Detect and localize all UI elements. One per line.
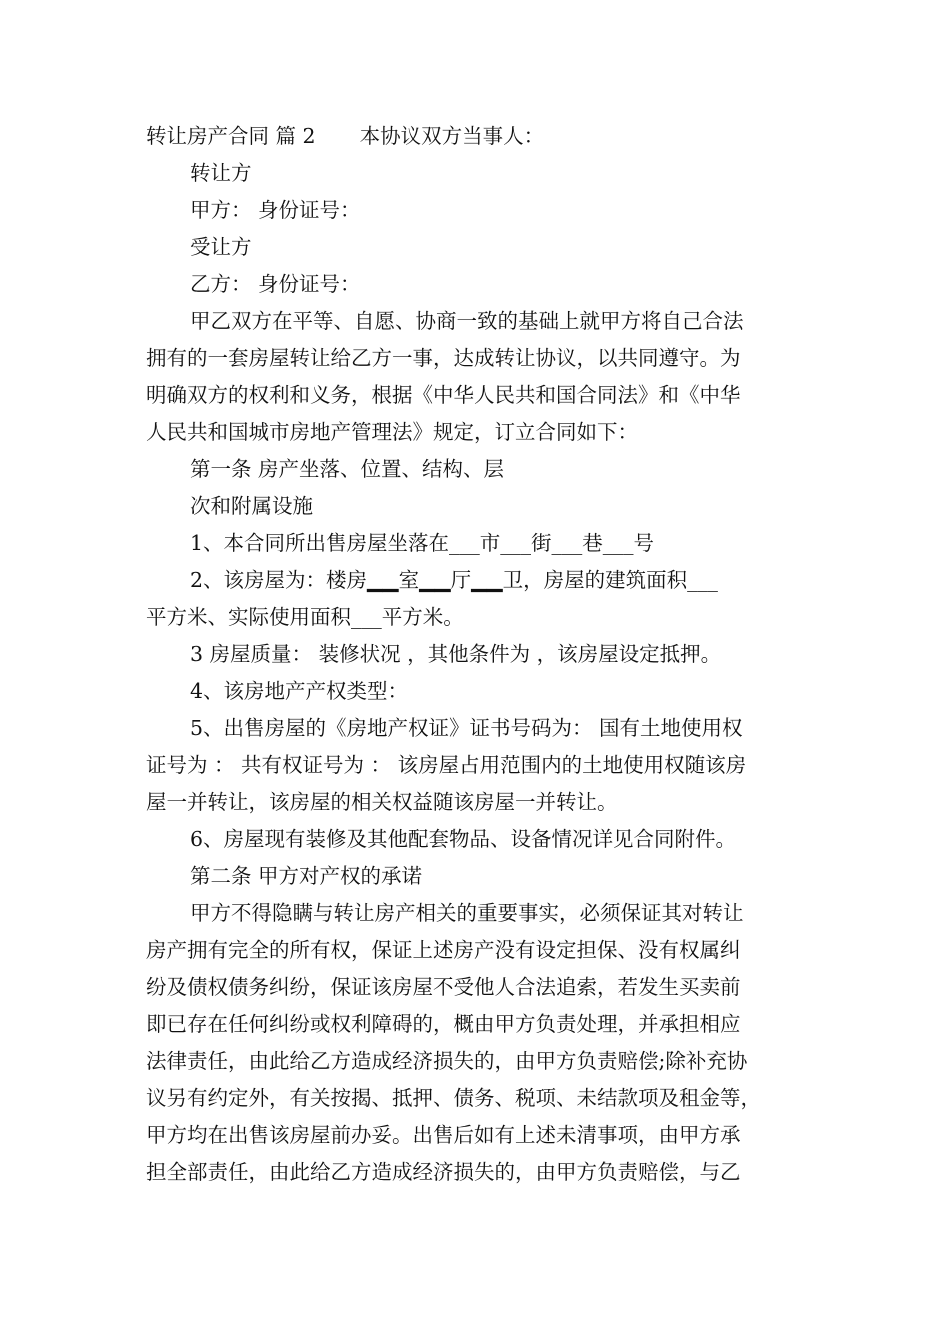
paragraph-line: 议另有约定外，有关按揭、抵押、债务、税项、未结款项及租金等，: [146, 1086, 761, 1110]
paragraph-line: 房产拥有完全的所有权，保证上述房产没有设定担保、没有权属纠: [146, 938, 741, 962]
paragraph-line: 甲方： 身份证号：: [190, 198, 361, 222]
paragraph-line: 纷及债权债务纠纷，保证该房屋不受他人合法追索，若发生买卖前: [146, 975, 741, 999]
paragraph-line: 屋一并转让，该房屋的相关权益随该房屋一并转让。: [146, 790, 618, 814]
paragraph-line: 甲方不得隐瞒与转让房产相关的重要事实，必须保证其对转让: [190, 901, 744, 925]
paragraph-line: 受让方: [190, 235, 252, 259]
paragraph-line: 即已存在任何纠纷或权利障碍的，概由甲方负责处理，并承担相应: [146, 1012, 741, 1036]
paragraph-line: 4、该房地产产权类型：: [190, 679, 409, 703]
paragraph-line: 人民共和国城市房地产管理法》规定，订立合同如下：: [146, 420, 638, 444]
paragraph-line: 转让方: [190, 161, 252, 185]
paragraph-line: 2、该房屋为：楼房▁▁室▁▁厅▁▁卫，房屋的建筑面积___: [190, 568, 718, 592]
paragraph-line: 5、出售房屋的《房地产权证》证书号码为： 国有土地使用权: [190, 716, 743, 740]
paragraph-line: 拥有的一套房屋转让给乙方一事，达成转让协议，以共同遵守。为: [146, 346, 741, 370]
document-title: 转让房产合同 篇 2: [146, 124, 316, 148]
document-body: [146, 118, 814, 1191]
paragraph-line: 证号为 ： 共有权证号为 ： 该房屋占用范围内的土地使用权随该房: [146, 753, 747, 777]
parties-heading: 本协议双方当事人：: [359, 124, 545, 148]
paragraph-line: 甲方均在出售该房屋前办妥。出售后如有上述未清事项，由甲方承: [146, 1123, 741, 1147]
section-heading: 第一条 房产坐落、位置、结构、层: [190, 457, 505, 481]
paragraph-line: 3 房屋质量： 装修状况 ，其他条件为 ，该房屋设定抵押。: [190, 642, 722, 666]
paragraph-line: 1、本合同所出售房屋坐落在___市___街___巷___号: [190, 531, 655, 555]
heading-line: [146, 118, 814, 155]
paragraph-line: 法律责任，由此给乙方造成经济损失的，由甲方负责赔偿;除补充协: [146, 1049, 748, 1073]
paragraph-line: 担全部责任，由此给乙方造成经济损失的，由甲方负责赔偿，与乙: [146, 1160, 741, 1184]
section-heading: 第二条 甲方对产权的承诺: [190, 864, 423, 888]
paragraph-line: 甲乙双方在平等、自愿、协商一致的基础上就甲方将自己合法: [190, 309, 744, 333]
section-heading: 次和附属设施: [190, 494, 313, 518]
paragraph-line: 6、房屋现有装修及其他配套物品、设备情况详见合同附件。: [190, 827, 737, 851]
paragraph-line: 明确双方的权利和义务，根据《中华人民共和国合同法》和《中华: [146, 383, 741, 407]
paragraph-line: 平方米、实际使用面积___平方米。: [146, 605, 464, 629]
paragraph-line: 乙方： 身份证号：: [190, 272, 361, 296]
